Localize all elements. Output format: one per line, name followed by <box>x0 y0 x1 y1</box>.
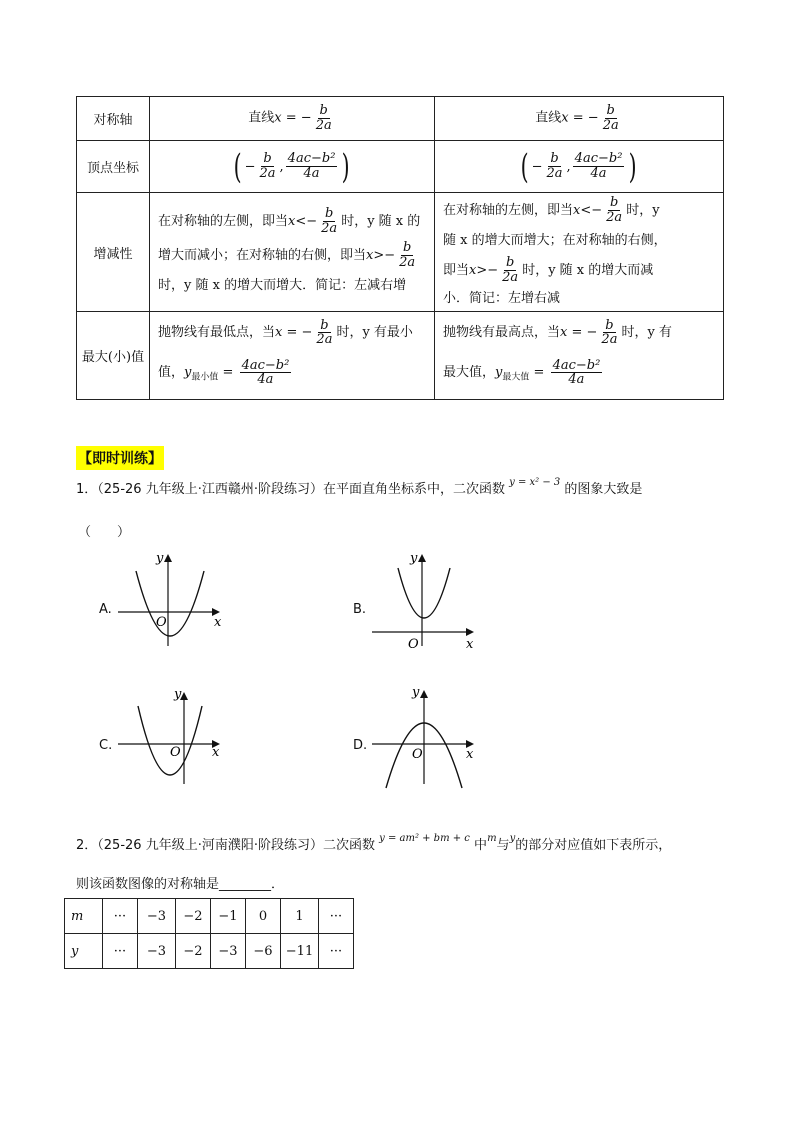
table-cell: −2 <box>176 899 211 934</box>
axis-formula-left: 直线x = − $\frac{b}{2a}$ <box>150 97 435 141</box>
table-row <box>77 97 724 141</box>
section-tag: 【即时训练】 <box>76 446 164 470</box>
answer-blank[interactable]: ________ <box>219 877 272 892</box>
table-cell: −11 <box>281 934 319 969</box>
svg-text:y: y <box>156 551 164 566</box>
table-row <box>77 141 724 193</box>
axis-formula-right: 直线x = − $\frac{b}{2a}$ <box>435 97 724 141</box>
table-row <box>65 899 354 934</box>
svg-text:y: y <box>174 687 182 702</box>
table-cell: ··· <box>103 934 138 969</box>
option-b-graph[interactable] <box>372 546 482 658</box>
table-cell: −3 <box>211 934 246 969</box>
table-cell: −3 <box>138 934 176 969</box>
option-d-label[interactable]: D. <box>353 738 368 753</box>
svg-text:O: O <box>412 747 423 762</box>
value-table <box>64 898 354 969</box>
svg-text:x: x <box>214 615 222 630</box>
question-2-line2: 则该函数图像的对称轴是________． <box>76 877 285 892</box>
table-cell: ··· <box>319 899 354 934</box>
table-cell: −1 <box>211 899 246 934</box>
option-a-graph[interactable] <box>118 546 228 658</box>
table-cell: ··· <box>103 899 138 934</box>
table-cell: 1 <box>281 899 319 934</box>
monotonic-left: 在对称轴的左侧，即当x<− $\frac{b}{2a}$ 时，y 随 x 的 增大而减小；在对称轴的右侧，即当x>− $\frac{b}{2a}$ 时，y 随 x 的增大而增大．简记：左减右增 <box>150 193 435 312</box>
svg-text:x: x <box>212 745 220 760</box>
monotonic-right: 在对称轴的左侧，即当x<− $\frac{b}{2a}$ 时，y 随 x 的增大而增大；在对称轴的右侧， 即当x>− $\frac{b}{2a}$ 时，y 随 x 的增大而减 小．简记：左增右减 <box>435 193 724 312</box>
option-d-graph[interactable] <box>372 684 482 796</box>
question-1: 1．（25-26 九年级上·江西赣州·阶段练习）在平面直角坐标系中，二次函数 $^{y = x^2 - 3}$ 的图象大致是 <box>76 477 643 497</box>
table-row <box>65 934 354 969</box>
table-cell: −2 <box>176 934 211 969</box>
extreme-right: 抛物线有最高点，当x = − $\frac{b}{2a}$ 时，y 有 最大值，$y_{最大值}$ = $\frac{\text{4ac−b²}}{4a}$ <box>435 312 724 400</box>
table-cell: 0 <box>246 899 281 934</box>
option-c-graph[interactable] <box>118 684 228 796</box>
option-b-label[interactable]: B. <box>353 602 367 617</box>
table-row <box>77 193 724 312</box>
vertex-formula-right: ( − $\frac{b}{2a}$ , $\frac{\text{4ac−b²}}{4a}$ ) <box>435 141 724 193</box>
svg-text:O: O <box>170 745 181 760</box>
table-cell: m <box>65 899 103 934</box>
vertex-formula-left: ( − $\frac{b}{2a}$ , $\frac{\text{4ac−b²}}{4a}$ ) <box>150 141 435 193</box>
svg-text:x: x <box>466 747 474 762</box>
question-1-answer-paren: （ ） <box>78 525 131 540</box>
table-cell: −6 <box>246 934 281 969</box>
row-header-extreme: 最大(小)值 <box>77 312 150 400</box>
option-c-label[interactable]: C. <box>99 738 113 753</box>
svg-text:O: O <box>408 637 419 652</box>
extreme-left: 抛物线有最低点，当x = − $\frac{b}{2a}$ 时，y 有最小 值，$y_{最小值}$ = $\frac{\text{4ac−b²}}{4a}$ <box>150 312 435 400</box>
row-header-monotonic: 增减性 <box>77 193 150 312</box>
svg-text:O: O <box>156 615 167 630</box>
svg-text:x: x <box>466 637 474 652</box>
table-cell: ··· <box>319 934 354 969</box>
option-a-label[interactable]: A. <box>99 602 112 617</box>
svg-text:y: y <box>410 551 418 566</box>
table-cell: y <box>65 934 103 969</box>
table-cell: −3 <box>138 899 176 934</box>
row-header-vertex: 顶点坐标 <box>77 141 150 193</box>
question-2: 2．（25-26 九年级上·河南濮阳·阶段练习）二次函数 $^{y = am^2 + bm + c}$ 中$^m$与$^y$的部分对应值如下表所示， <box>76 833 672 853</box>
svg-text:y: y <box>412 685 420 700</box>
row-header-axis: 对称轴 <box>77 97 150 141</box>
table-row <box>77 312 724 400</box>
properties-table <box>76 96 724 400</box>
